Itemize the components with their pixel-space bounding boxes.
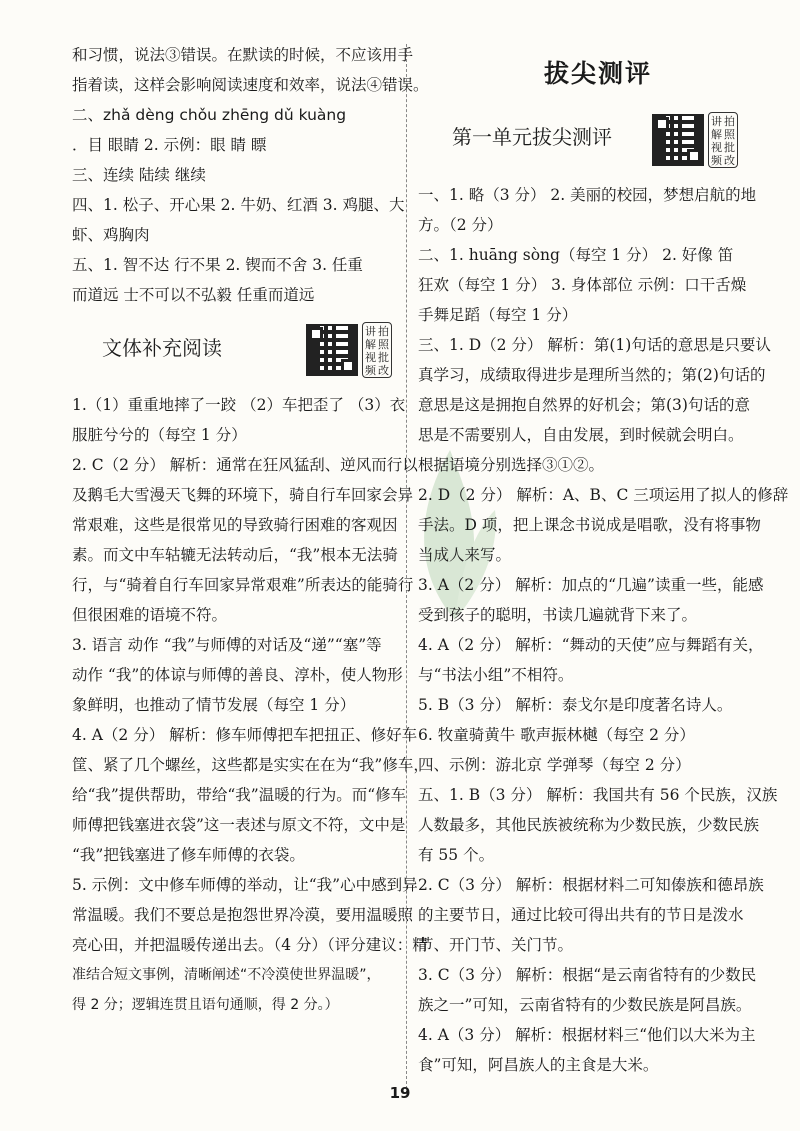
- text-line: 受到孩子的聪明，书读几遍就背下来了。: [418, 606, 698, 624]
- text-line: 2. C（3 分） 解析：根据材料二可知傣族和德昂族: [418, 876, 764, 894]
- text-line: 亮心田，并把温暖传递出去。（4 分）（评分建议：精: [72, 936, 428, 954]
- text-line: 3. C（3 分） 解析：根据“是云南省特有的少数民: [418, 966, 757, 984]
- qr-label-char: 批: [378, 351, 389, 364]
- text-line: 四、1. 松子、开心果 2. 牛奶、红酒 3. 鸡腿、大: [72, 196, 405, 214]
- text-line: 的主要节日，通过比较可得出共有的节日是泼水: [418, 906, 744, 924]
- section-header-reading: [72, 316, 394, 390]
- left-answers-top: [72, 40, 429, 310]
- text-line: 而道远 士不可以不弘毅 任重而道远: [72, 286, 315, 304]
- text-line: 当成人来写。: [418, 546, 512, 564]
- text-line: 手舞足蹈（每空 1 分）: [418, 306, 578, 324]
- qr-label-char: 视: [711, 141, 722, 154]
- left-column: [72, 40, 429, 1020]
- qr-code-icon[interactable]: [652, 114, 704, 166]
- text-line: 3. A（2 分） 解析：加点的“几遍”读重一些，能感: [418, 576, 764, 594]
- main-title: 拔尖测评: [543, 59, 652, 88]
- text-line: 服脏兮兮的（每空 1 分）: [72, 426, 247, 444]
- pinyin-line: 二、zhǎ dèng chǒu zhēng dǔ kuàng: [72, 106, 347, 124]
- text-line: 4. A（3 分） 解析：根据材料三“他们以大米为主: [418, 1026, 756, 1044]
- section-title: 文体补充阅读: [102, 336, 222, 360]
- text-line: 素。而文中车轱辘无法转动后，“我”根本无法骑: [72, 546, 398, 564]
- qr-label-char: 解: [365, 338, 376, 351]
- qr-label-char: 批: [724, 141, 735, 154]
- qr-code-icon[interactable]: [306, 324, 358, 376]
- text-line: 三、连续 陆续 继续: [72, 166, 206, 184]
- text-line: 但很困难的语境不符。: [72, 606, 228, 624]
- qr-label-char: 讲: [365, 325, 376, 338]
- text-line: 及鹅毛大雪漫天飞舞的环境下，骑自行车回家会异: [72, 486, 414, 504]
- text-line: 四、示例：游北京 学弹琴（每空 2 分）: [418, 756, 691, 774]
- text-line: 真学习，成绩取得进步是理所当然的；第(2)句话的: [418, 366, 766, 384]
- text-line: 2. D（2 分） 解析：A、B、C 三项运用了拟人的修辞: [418, 486, 789, 504]
- qr-label-char: 拍: [724, 115, 735, 128]
- text-line: 和习惯，说法③错误。在默读的时候，不应该用手: [72, 46, 414, 64]
- qr-label-char: 拍: [378, 325, 389, 338]
- text-line: 5. 示例：文中修车师傅的举动，让“我”心中感到异: [72, 876, 418, 894]
- right-answers: [418, 180, 789, 1080]
- text-line: ．目 眼睛 2. 示例：眼 睛 瞟: [72, 136, 267, 154]
- text-line: 人数最多，其他民族被统称为少数民族，少数民族: [418, 816, 760, 834]
- left-answers-reading: [72, 390, 429, 1020]
- text-line: 3. 语言 动作 “我”与师傅的对话及“递”“塞”等: [72, 636, 382, 654]
- text-line: 狂欢（每空 1 分） 3. 身体部位 示例：口干舌燥: [418, 276, 747, 294]
- text-line: 师傅把钱塞进衣袋”这一表述与原文不符，文中是: [72, 816, 406, 834]
- text-line: 象鲜明，也推动了情节发展（每空 1 分）: [72, 696, 356, 714]
- section-title: 第一单元拔尖测评: [452, 125, 612, 149]
- qr-label-char: 改: [378, 364, 389, 377]
- qr-label-char: 频: [711, 154, 722, 167]
- text-line: 4. A（2 分） 解析：“舞动的天使”应与舞蹈有关，: [418, 636, 764, 654]
- qr-label: [362, 322, 392, 378]
- text-line: 三、1. D（2 分） 解析：第(1)句话的意思是只要认: [418, 336, 771, 354]
- qr-label-char: 照: [378, 338, 389, 351]
- text-line: 给“我”提供帮助，带给“我”温暖的行为。而“修车: [72, 786, 407, 804]
- text-line: 方。（2 分）: [418, 216, 503, 234]
- text-line: 思是不需要别人，自由发展，到时候就会明白。: [418, 426, 744, 444]
- text-line: 二、1. huāng sòng（每空 1 分） 2. 好像 笛: [418, 246, 734, 264]
- text-line: 2. C（2 分） 解析：通常在狂风猛刮、逆风而行以: [72, 456, 418, 474]
- qr-label: [708, 112, 738, 168]
- page-number: 19: [389, 1084, 411, 1102]
- text-line: 五、1. 智不达 行不果 2. 锲而不舍 3. 任重: [72, 256, 363, 274]
- text-line: 常艰难，这些是很常见的导致骑行困难的客观因: [72, 516, 398, 534]
- text-line: 手法。D 项，把上课念书说成是唱歌，没有将事物: [418, 516, 761, 534]
- text-line: 行，与“骑着自行车回家异常艰难”所表达的能骑行: [72, 576, 414, 594]
- text-line: 6. 牧童骑黄牛 歌声振林樾（每空 2 分）: [418, 726, 695, 744]
- qr-label-char: 频: [365, 364, 376, 377]
- qr-label-char: 解: [711, 128, 722, 141]
- qr-label-char: 改: [724, 154, 735, 167]
- qr-label-char: 照: [724, 128, 735, 141]
- text-line: 1.（1）重重地摔了一跤 （2）车把歪了 （3）衣: [72, 396, 406, 414]
- text-line: 筐、紧了几个螺丝，这些都是实实在在为“我”修车，: [72, 756, 429, 774]
- text-line: 一、1. 略（3 分） 2. 美丽的校园，梦想启航的地: [418, 186, 757, 204]
- text-line: 根据语境分别选择③①②。: [418, 456, 605, 474]
- grading-note-line: 得 2 分；逻辑连贯且语句通顺，得 2 分。）: [72, 997, 339, 1013]
- section-header-unit1: [418, 102, 738, 180]
- text-line: 5. B（3 分） 解析：泰戈尔是印度著名诗人。: [418, 696, 733, 714]
- text-line: 与“书法小组”不相符。: [418, 666, 574, 684]
- text-line: 食”可知，阿昌族人的主食是大米。: [418, 1056, 659, 1074]
- text-line: 常温暖。我们不要总是抱怨世界冷漠，要用温暖照: [72, 906, 414, 924]
- text-line: 节、开门节、关门节。: [418, 936, 574, 954]
- text-line: 指着读，这样会影响阅读速度和效率，说法④错误。: [72, 76, 429, 94]
- text-line: 有 55 个。: [418, 846, 495, 864]
- qr-label-char: 讲: [711, 115, 722, 128]
- qr-label-char: 视: [365, 351, 376, 364]
- grading-note-line: 准结合短文事例，清晰阐述“不冷漠使世界温暖”，: [72, 967, 381, 983]
- right-column: [418, 46, 789, 1080]
- text-line: 4. A（2 分） 解析：修车师傅把车把扭正、修好车: [72, 726, 418, 744]
- text-line: 动作 “我”的体谅与师傅的善良、淳朴，使人物形: [72, 666, 403, 684]
- text-line: 五、1. B（3 分） 解析：我国共有 56 个民族，汉族: [418, 786, 778, 804]
- text-line: “我”把钱塞进了修车师傅的衣袋。: [72, 846, 305, 864]
- text-line: 族之一”可知，云南省特有的少数民族是阿昌族。: [418, 996, 752, 1014]
- text-line: 意思是这是拥抱自然界的好机会；第(3)句话的意: [418, 396, 750, 414]
- text-line: 虾、鸡胸肉: [72, 226, 150, 244]
